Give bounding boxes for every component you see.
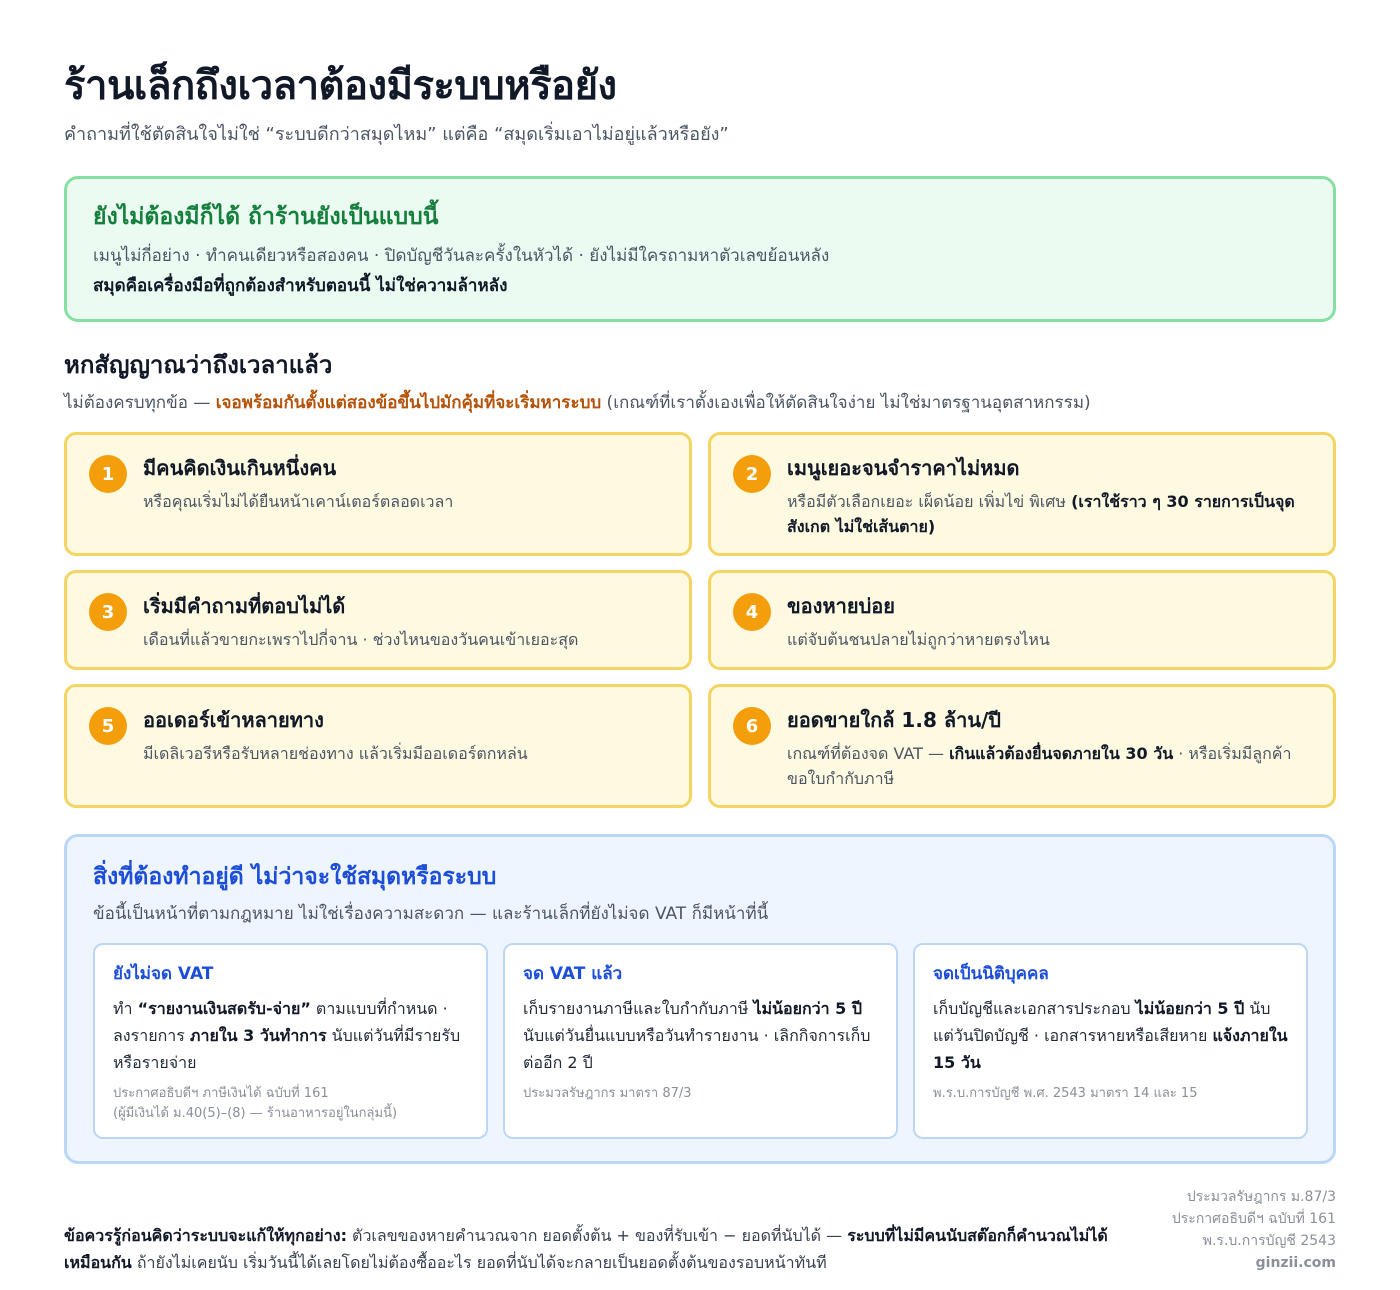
- duty-text-part: นับแต่วันยื่นแบบหรือวันทำรายงาน · เลิกกิจการเก็บต่ออีก 2 ปี: [523, 1026, 871, 1072]
- sign-text: แต่จับต้นชนปลายไม่ถูกว่าหายตรงไหน: [787, 630, 1050, 649]
- duty-text-bold: ภายใน 3 วันทำการ: [189, 1026, 327, 1045]
- footer-note-bold: ระบบที่ไม่มีคนนับสต๊อกก็คำนวณไม่ได้เหมือนกัน: [64, 1226, 1108, 1272]
- sign-title: ออเดอร์เข้าหลายทาง: [143, 708, 324, 732]
- sign-card-4: [708, 570, 1336, 670]
- footer-ref: ประมวลรัษฎากร ม.87/3: [1186, 1189, 1336, 1205]
- footer-note-part: ถ้ายังไม่เคยนับ เริ่มวันนี้ได้เลยโดยไม่ต้องซื้ออะไร ยอดที่นับได้จะกลายเป็นยอดตั้งต้นของรอบหน้าทันที: [131, 1253, 827, 1272]
- sign-text: [787, 489, 1311, 539]
- sign-text-plain: หรือมีตัวเลือกเยอะ เผ็ดน้อย เพิ่มไข่ พิเศษ: [787, 492, 1072, 511]
- signs-subtitle: [64, 390, 1336, 416]
- duty-text-part: ตามแบบที่กำหนด · ลงรายการ: [113, 999, 448, 1045]
- not-yet-conditions: เมนูไม่กี่อย่าง · ทำคนเดียวหรือสองคน · ปิดบัญชีวันละครั้งในหัวได้ · ยังไม่มีใครถามหาตัวเลขย้อนหลัง: [93, 246, 830, 266]
- duty-card-company: [913, 943, 1308, 1139]
- duty-text-part: นับแต่วันปิดบัญชี · เอกสารหายหรือเสียหาย: [933, 999, 1271, 1045]
- duty-card-vat: [503, 943, 898, 1139]
- footer-note: [64, 1222, 1144, 1276]
- sign-text: เดือนที่แล้วขายกะเพราไปกี่จาน · ช่วงไหนของวันคนเข้าเยอะสุด: [143, 630, 579, 649]
- sign-card-2: [708, 432, 1336, 556]
- duty-text-part: เก็บบัญชีและเอกสารประกอบ: [933, 999, 1136, 1018]
- duty-title: จด VAT แล้ว: [523, 964, 623, 984]
- duty-ref-line: ประกาศอธิบดีฯ ภาษีเงินได้ ฉบับที่ 161: [113, 1086, 329, 1101]
- duty-title: ยังไม่จด VAT: [113, 964, 214, 984]
- duty-text: [113, 995, 468, 1076]
- sign-text: [787, 741, 1311, 791]
- page-subtitle: คำถามที่ใช้ตัดสินใจไม่ใช่ “ระบบดีกว่าสมุดไหม” แต่คือ “สมุดเริ่มเอาไม่อยู่แล้วหรือยัง”: [64, 124, 729, 145]
- sign-card-3: [64, 570, 692, 670]
- site-brand[interactable]: ginzii.com: [1255, 1255, 1336, 1271]
- sign-number-badge: 4: [733, 593, 771, 631]
- signs-sub-accent: เจอพร้อมกันตั้งแต่สองข้อขึ้นไปมักคุ้มที่จะเริ่มหาระบบ: [215, 393, 602, 413]
- duty-reference: [523, 1084, 878, 1104]
- sign-text-bold: เกินแล้วต้องยื่นจดภายใน 30 วัน: [949, 744, 1174, 763]
- duty-reference: [113, 1084, 468, 1124]
- not-yet-title: ยังไม่ต้องมีก็ได้ ถ้าร้านยังเป็นแบบนี้: [93, 204, 439, 230]
- duty-card-no-vat: [93, 943, 488, 1139]
- duty-text-bold: แจ้งภายใน 15 วัน: [933, 1026, 1288, 1072]
- sign-text: มีเดลิเวอรีหรือรับหลายช่องทาง แล้วเริ่มมีออเดอร์ตกหล่น: [143, 744, 528, 763]
- duty-ref-line: พ.ร.บ.การบัญชี พ.ศ. 2543 มาตรา 14 และ 15: [933, 1086, 1198, 1101]
- duties-box: [64, 834, 1336, 1164]
- not-yet-conclusion: สมุดคือเครื่องมือที่ถูกต้องสำหรับตอนนี้ ไม่ใช่ความล้าหลัง: [93, 276, 508, 296]
- duty-text-part: เก็บรายงานภาษีและใบกำกับภาษี: [523, 999, 754, 1018]
- sign-text: หรือคุณเริ่มไม่ได้ยืนหน้าเคาน์เตอร์ตลอดเวลา: [143, 492, 454, 511]
- duties-columns: [93, 943, 1307, 1139]
- sign-title: ยอดขายใกล้ 1.8 ล้าน/ปี: [787, 708, 1001, 732]
- sign-number-badge: 1: [89, 455, 127, 493]
- duty-title: จดเป็นนิติบุคคล: [933, 964, 1049, 984]
- duty-text-part: นับแต่วันที่มีรายรับหรือรายจ่าย: [113, 1026, 461, 1072]
- footer-ref: พ.ร.บ.การบัญชี 2543: [1202, 1233, 1336, 1249]
- footer-references: [1172, 1186, 1336, 1274]
- duties-subtitle: ข้อนี้เป็นหน้าที่ตามกฎหมาย ไม่ใช่เรื่องความสะดวก — และร้านเล็กที่ยังไม่จด VAT ก็มีหน้าที่นี้: [93, 904, 769, 924]
- sign-title: ของหายบ่อย: [787, 594, 896, 618]
- sign-number-badge: 2: [733, 455, 771, 493]
- duty-text: [523, 995, 878, 1076]
- sign-card-6: [708, 684, 1336, 808]
- duty-text-part: ทำ: [113, 999, 138, 1018]
- sign-text-post: · หรือเริ่มมีลูกค้าขอใบกำกับภาษี: [787, 744, 1292, 788]
- duty-ref-line: ประมวลรัษฎากร มาตรา 87/3: [523, 1086, 692, 1101]
- sign-title: เริ่มมีคำถามที่ตอบไม่ได้: [143, 594, 346, 618]
- signs-grid: [64, 432, 1336, 808]
- sign-number-badge: 3: [89, 593, 127, 631]
- sign-text-plain: เกณฑ์ที่ต้องจด VAT —: [787, 744, 950, 763]
- signs-sub-post: (เกณฑ์ที่เราตั้งเองเพื่อให้ตัดสินใจง่าย ไม่ใช่มาตรฐานอุตสาหกรรม): [601, 393, 1091, 413]
- footer-ref: ประกาศอธิบดีฯ ฉบับที่ 161: [1171, 1211, 1336, 1227]
- signs-sub-pre: ไม่ต้องครบทุกข้อ —: [64, 393, 216, 413]
- sign-title: มีคนคิดเงินเกินหนึ่งคน: [143, 456, 337, 480]
- duty-text-bold: “รายงานเงินสดรับ-จ่าย”: [137, 999, 311, 1018]
- duty-text: [933, 995, 1288, 1076]
- page: [64, 58, 1336, 1164]
- sign-text-bold: (เราใช้ราว ๆ 30 รายการเป็นจุดสังเกต ไม่ใช่เส้นตาย): [787, 492, 1295, 536]
- footer: [64, 1186, 1336, 1276]
- duty-text-bold: ไม่น้อยกว่า 5 ปี: [1135, 999, 1245, 1018]
- duty-text-bold: ไม่น้อยกว่า 5 ปี: [753, 999, 863, 1018]
- footer-note-lead: ข้อควรรู้ก่อนคิดว่าระบบจะแก้ให้ทุกอย่าง:: [64, 1226, 347, 1245]
- signs-title: หกสัญญาณว่าถึงเวลาแล้ว: [64, 351, 333, 379]
- duty-reference: [933, 1084, 1288, 1104]
- duty-ref-line: (ผู้มีเงินได้ ม.40(5)–(8) — ร้านอาหารอยู่ในกลุ่มนี้): [113, 1106, 398, 1121]
- sign-title: เมนูเยอะจนจำราคาไม่หมด: [787, 456, 1020, 480]
- sign-card-1: [64, 432, 692, 556]
- footer-note-part: ตัวเลขของหายคำนวณจาก ยอดตั้งต้น + ของที่รับเข้า − ยอดที่นับได้ —: [346, 1226, 848, 1245]
- duties-title: สิ่งที่ต้องทำอยู่ดี ไม่ว่าจะใช้สมุดหรือระบบ: [93, 864, 497, 890]
- sign-number-badge: 5: [89, 707, 127, 745]
- sign-number-badge: 6: [733, 707, 771, 745]
- page-title: ร้านเล็กถึงเวลาต้องมีระบบหรือยัง: [64, 63, 617, 109]
- not-yet-box: [64, 176, 1336, 322]
- sign-card-5: [64, 684, 692, 808]
